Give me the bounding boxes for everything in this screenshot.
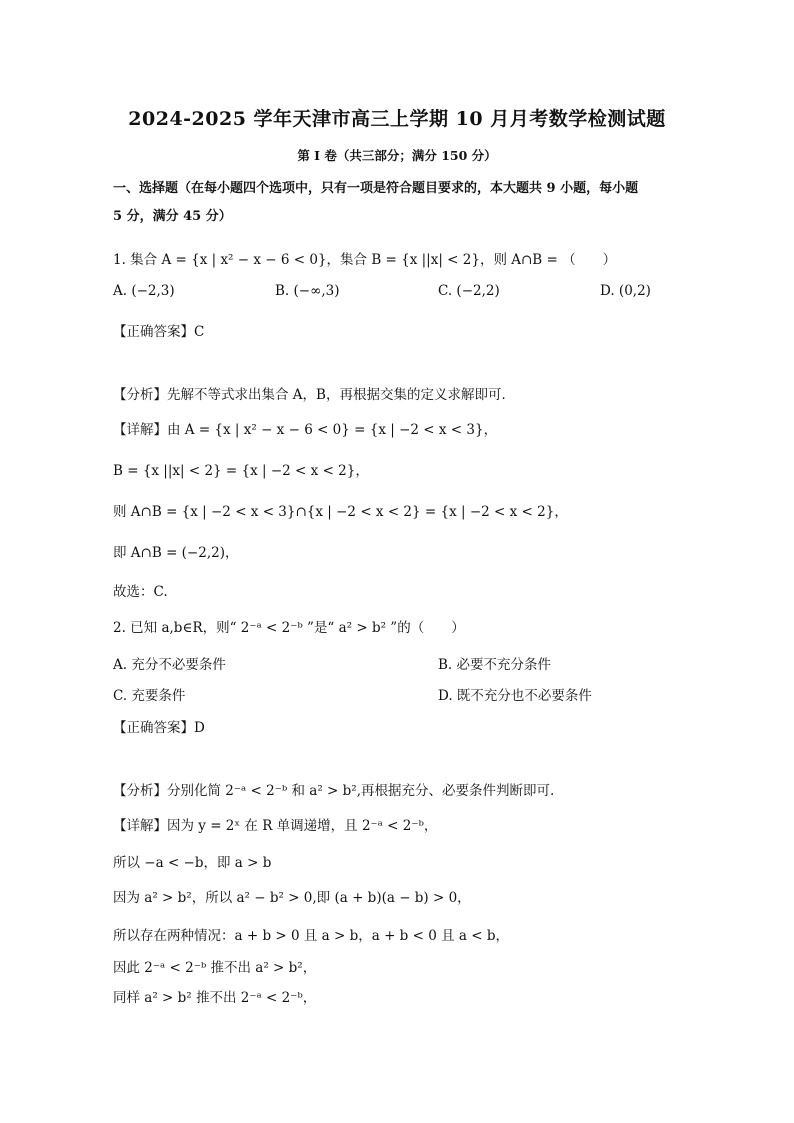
q1-option-b: B. (−∞,3) (275, 283, 340, 299)
q1-analysis: 【分析】先解不等式求出集合 A，B，再根据交集的定义求解即可． (113, 387, 515, 403)
q1-detail-1: 【详解】由 A = {x | x² − x − 6 < 0} = {x | −2 < x < 3}， (113, 422, 498, 438)
question-2-stem: 2. 已知 a,b∈R，则“ 2⁻ᵃ < 2⁻ᵇ ”是“ a² > b² ”的（ ） (113, 620, 465, 636)
q2-detail-4: 所以存在两种情况：a + b > 0 且 a > b，a + b < 0 且 a < b， (113, 928, 509, 944)
q2-option-c: C. 充要条件 (113, 688, 186, 704)
q1-detail-3: 则 A∩B = {x | −2 < x < 3}∩{x | −2 < x < 2} = {x | −2 < x < 2}， (113, 504, 568, 520)
question-1-stem: 1. 集合 A = {x | x² − x − 6 < 0}，集合 B = {x ||x| < 2}，则 A∩B = （ ） (113, 252, 617, 268)
q1-choice: 故选：C. (113, 584, 168, 600)
q1-option-d: D. (0,2) (600, 283, 651, 299)
q2-detail-1: 【详解】因为 y = 2ˣ 在 R 单调递增，且 2⁻ᵃ < 2⁻ᵇ， (113, 818, 438, 834)
section-heading-line2: 5 分，满分 45 分） (113, 209, 232, 224)
section-heading-line1: 一、选择题（在每小题四个选项中，只有一项是符合题目要求的，本大题共 9 小题，每小题 (113, 181, 639, 196)
q2-option-d: D. 既不充分也不必要条件 (438, 688, 592, 704)
q2-option-a: A. 充分不必要条件 (113, 657, 226, 673)
q2-answer: 【正确答案】D (113, 720, 205, 736)
q2-detail-5: 因此 2⁻ᵃ < 2⁻ᵇ 推不出 a² > b²， (113, 960, 317, 976)
q1-option-a: A. (−2,3) (113, 283, 175, 299)
q1-detail-2: B = {x ||x| < 2} = {x | −2 < x < 2}， (113, 463, 369, 479)
q1-option-c: C. (−2,2) (438, 283, 500, 299)
q2-detail-3: 因为 a² > b²，所以 a² − b² > 0,即 (a + b)(a − b) > 0， (113, 890, 471, 906)
q2-analysis: 【分析】分别化简 2⁻ᵃ < 2⁻ᵇ 和 a² > b²,再根据充分、必要条件判断即可. (113, 783, 555, 799)
q2-option-b: B. 必要不充分条件 (438, 657, 552, 673)
q2-detail-6: 同样 a² > b² 推不出 2⁻ᵃ < 2⁻ᵇ， (113, 990, 317, 1006)
page-subtitle: 第 I 卷（共三部分；满分 150 分） (297, 148, 497, 163)
q1-detail-4: 即 A∩B = (−2,2)， (113, 545, 239, 561)
q2-detail-2: 所以 −a < −b，即 a > b (113, 855, 272, 871)
page-title: 2024-2025 学年天津市高三上学期 10 月月考数学检测试题 (128, 108, 666, 130)
q1-answer: 【正确答案】C (113, 324, 205, 340)
